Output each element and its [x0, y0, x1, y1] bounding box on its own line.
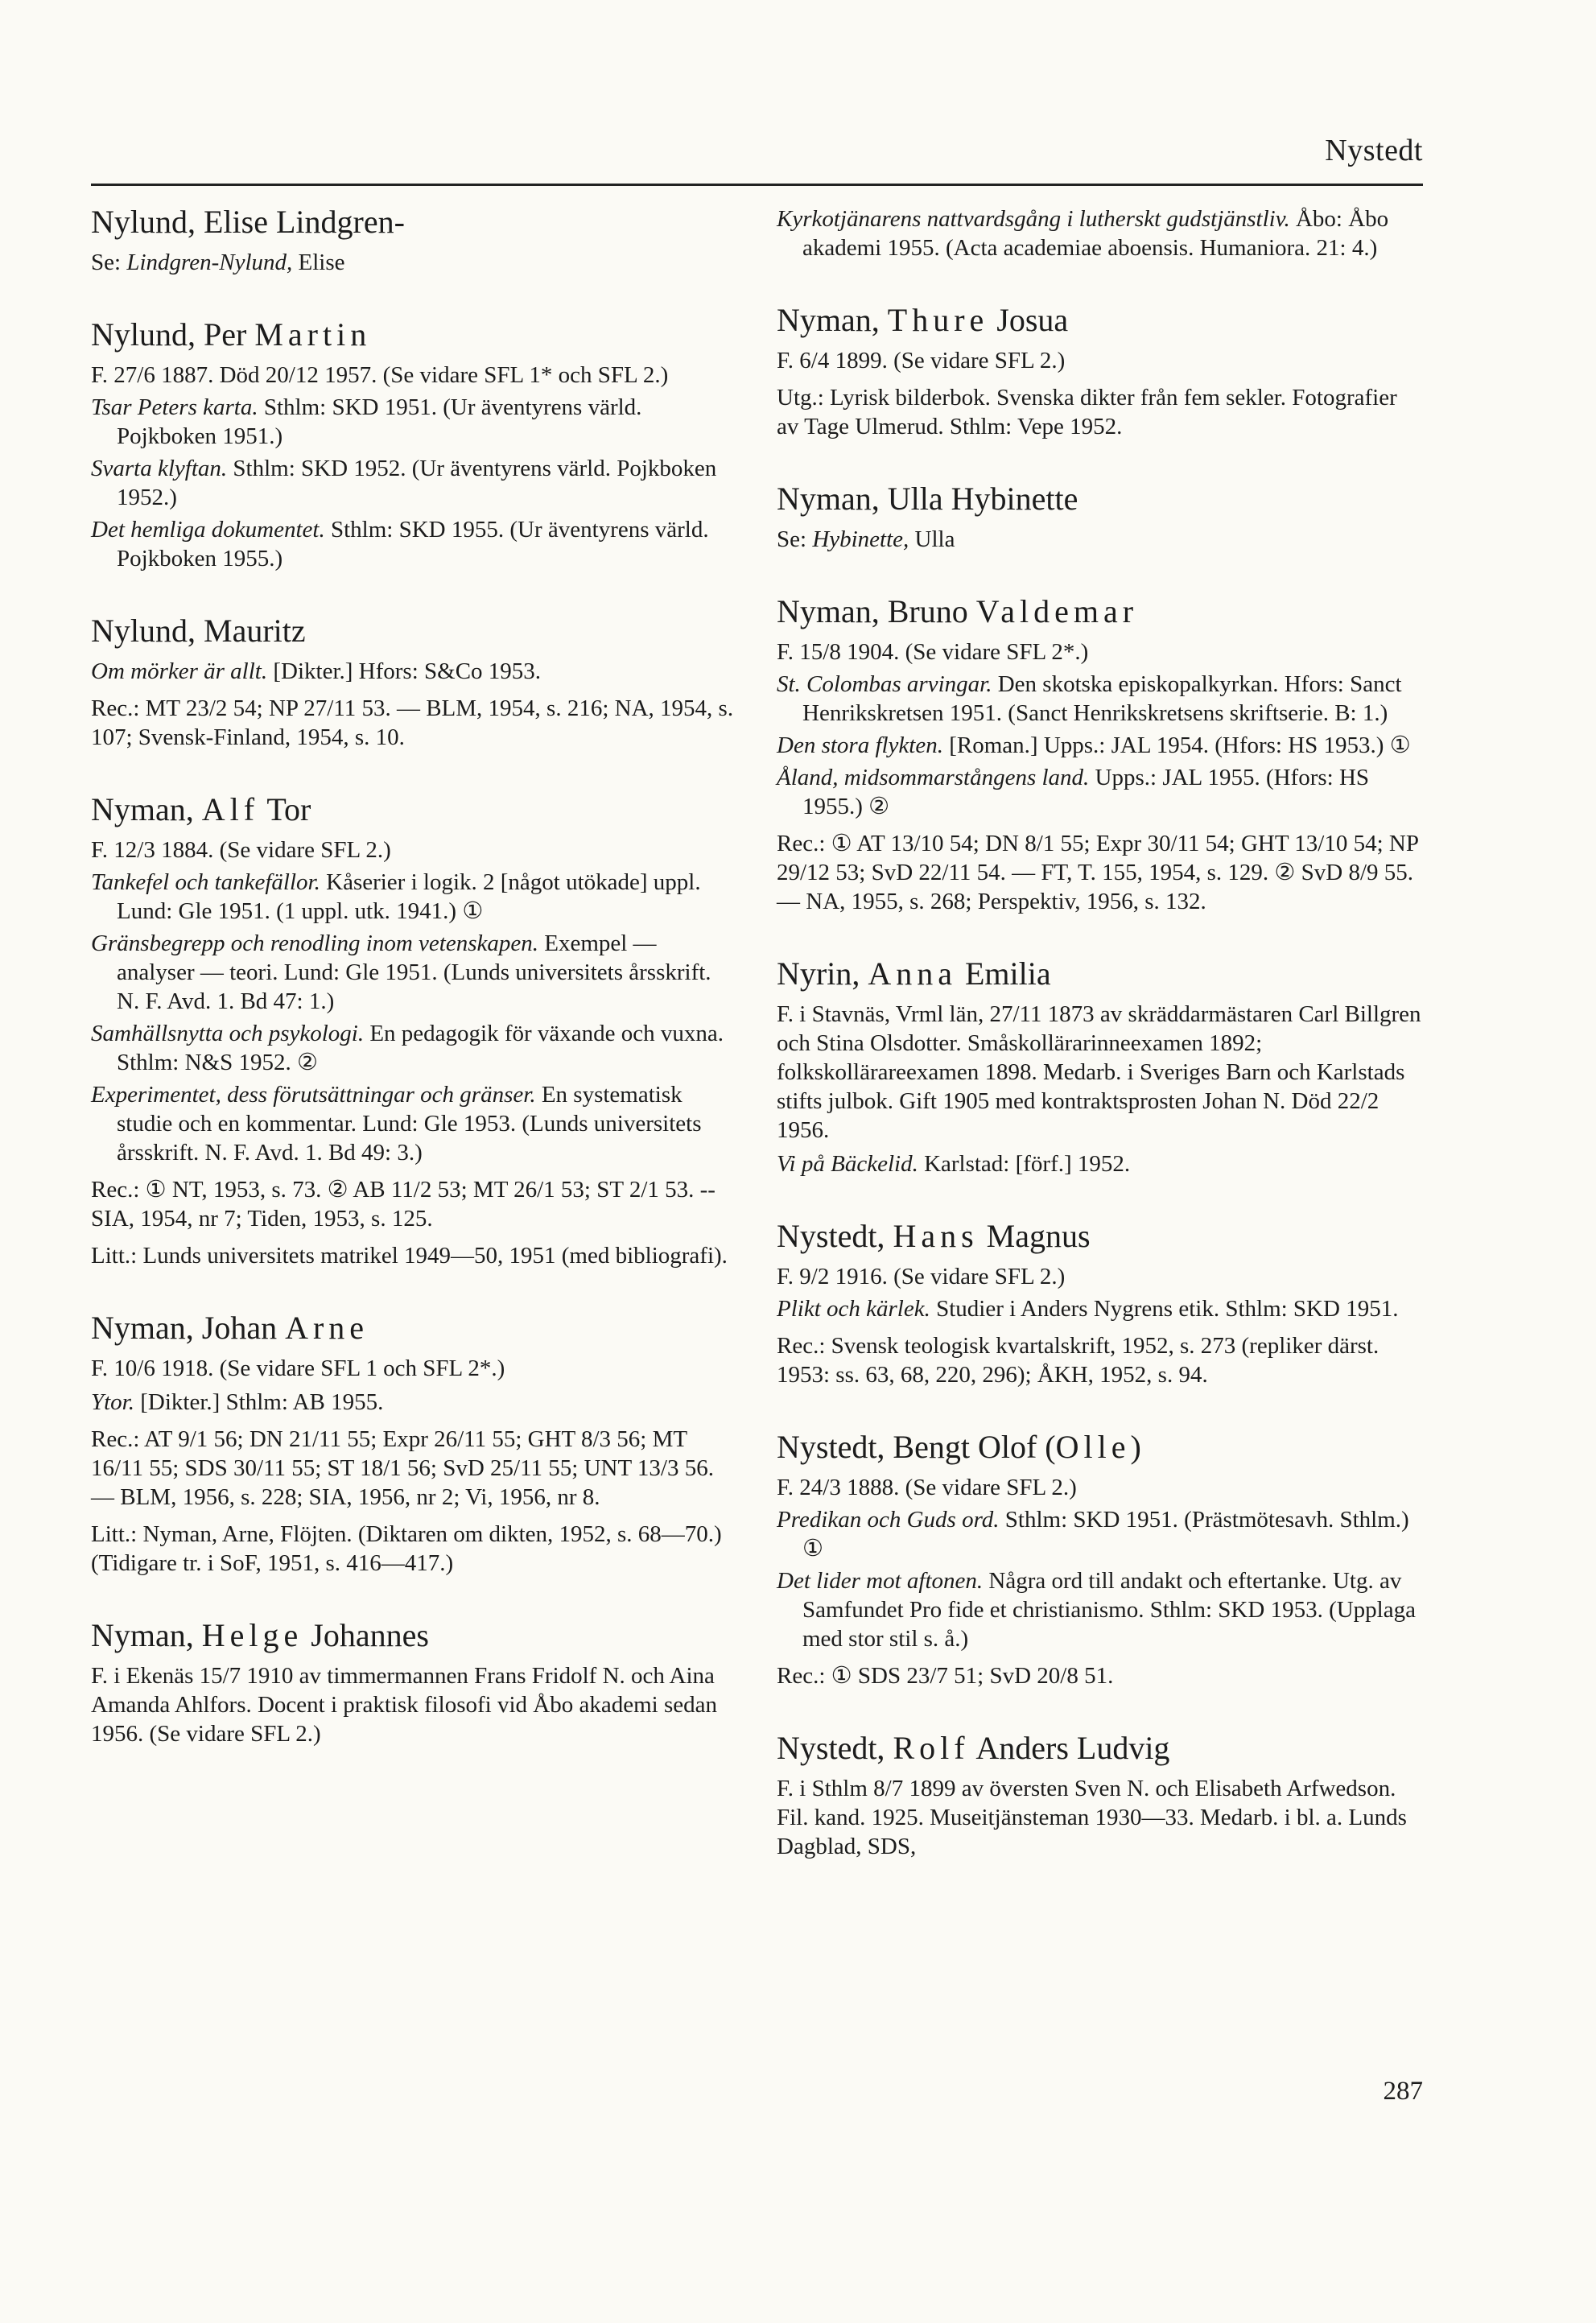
work-title: Experimentet, dess förutsättningar och gränser. [91, 1082, 536, 1108]
entry-text [91, 248, 735, 277]
bio-entry [777, 1727, 1423, 1861]
entry-heading [777, 1215, 1423, 1257]
text-run: Upps.: JAL 1955. (Hfors: HS 1955.) ② [802, 765, 1370, 819]
work-title: Plikt och kärlek. [777, 1296, 930, 1322]
work-citation [91, 1080, 735, 1167]
right-column [777, 201, 1423, 1898]
bio-entry [91, 201, 735, 277]
text-run: Den skotska episkopalkyrkan. Hfors: Sanct Henrikskretsen 1951. (Sanct Henrikskretsens skriftserie. B: 1.) [802, 671, 1402, 726]
bio-entry [91, 610, 735, 752]
work-title: Hybinette, [812, 526, 909, 552]
text-run: Utg.: Lyrisk bilderbok. Svenska dikter från fem sekler. Fotografier av Tage Ulmerud. Sthlm: Vepe 1952. [777, 385, 1397, 439]
review-note [91, 1175, 735, 1233]
work-title: Kyrkotjänarens nattvardsgång i lutherskt gudstjänstliv. [777, 206, 1290, 232]
text-run: F. i Sthlm 8/7 1899 av översten Sven N. och Elisabeth Arfwedson. Fil. kand. 1925. Museitjänsteman 1930—33. Medarb. i bl. a. Lunds Dagblad, SDS, [777, 1776, 1407, 1859]
text-run: F. 24/3 1888. (Se vidare SFL 2.) [777, 1475, 1077, 1500]
entry-text [91, 1354, 735, 1383]
text-run: [Dikter.] Hfors: S&Co 1953. [267, 658, 542, 684]
work-title: Predikan och Guds ord. [777, 1507, 1000, 1533]
text-run: Rec.: Svensk teologisk kvartalskrift, 1952, s. 273 (repliker därst. 1953: ss. 63, 68, 220, 296); ÅKH, 1952, s. 94. [777, 1333, 1379, 1388]
text-run: Sthlm: SKD 1952. (Ur äventyrens värld. Pojkboken 1952.) [117, 456, 717, 510]
entry-text [91, 1661, 735, 1748]
entry-heading [91, 610, 735, 652]
heading-spaced-name: Helge [201, 1617, 303, 1653]
bio-entry [91, 789, 735, 1270]
entry-heading [91, 1615, 735, 1657]
text-run: Kåserier i logik. 2 [något utökade] uppl. Lund: Gle 1951. (1 uppl. utk. 1941.) ① [117, 869, 701, 924]
heading-spaced-name: Anna [868, 955, 957, 992]
work-citation [777, 204, 1423, 262]
work-citation [91, 929, 735, 1016]
entry-heading [777, 299, 1423, 341]
entry-heading [91, 789, 735, 831]
heading-spaced-name: Martin [254, 316, 372, 353]
text-run: F. 15/8 1904. (Se vidare SFL 2*.) [777, 639, 1089, 665]
entry-text [777, 1149, 1423, 1178]
heading-name-rest: Emilia [956, 955, 1051, 992]
text-run: F. 12/3 1884. (Se vidare SFL 2.) [91, 837, 391, 863]
entry-heading [777, 953, 1423, 995]
heading-name: Nyman, Johan [91, 1310, 286, 1346]
bio-entry [777, 1426, 1423, 1690]
text-run: Rec.: ① AT 13/10 54; DN 8/1 55; Expr 30/11 54; GHT 13/10 54; NP 29/12 53; SvD 22/11 54. — FT, T. 155, 1954, s. 129. ② SvD 8/9 55. — NA, 1955, s. 268; Perspektiv, 1956, s. 132. [777, 831, 1418, 914]
work-title: Åland, midsommarstångens land. [777, 765, 1090, 790]
work-title: Tankefel och tankefällor. [91, 869, 320, 895]
text-run: Sthlm: SKD 1955. (Ur äventyrens värld. Pojkboken 1955.) [117, 517, 709, 571]
entry-text [777, 525, 1423, 554]
review-note [777, 829, 1423, 916]
heading-name: Nylund, Mauritz [91, 613, 306, 649]
bio-entry [777, 953, 1423, 1178]
entry-text [777, 1000, 1423, 1145]
text-run: Rec.: MT 23/2 54; NP 27/11 53. — BLM, 1954, s. 216; NA, 1954, s. 107; Svensk-Finland, 1954, s. 10. [91, 695, 734, 750]
left-column [91, 201, 735, 1785]
heading-name: Nystedt, Bengt Olof ( [777, 1429, 1056, 1465]
work-title: Lindgren-Nylund, [126, 250, 293, 275]
bio-entry [777, 478, 1423, 554]
text-run: Karlstad: [förf.] 1952. [918, 1151, 1131, 1177]
bio-entry [91, 1615, 735, 1748]
heading-name: Nyman, Bruno [777, 593, 976, 629]
entry-heading [91, 201, 735, 243]
entry-text [91, 361, 735, 390]
page-number: 287 [1383, 2077, 1423, 2106]
text-run: F. 10/6 1918. (Se vidare SFL 1 och SFL 2*.) [91, 1355, 505, 1381]
text-run: Exempel — analyser — teori. Lund: Gle 1951. (Lunds universitets årsskrift. N. F. Avd. 1. Bd 47: 1.) [117, 930, 711, 1014]
work-citation [777, 1294, 1423, 1323]
work-citation [91, 515, 735, 573]
heading-spaced-name: Alf [201, 791, 260, 827]
text-run: [Roman.] Upps.: JAL 1954. (Hfors: HS 1953.) ① [942, 732, 1411, 758]
work-title: Tsar Peters karta. [91, 394, 258, 420]
text-run: Litt.: Lunds universitets matrikel 1949—50, 1951 (med bibliografi). [91, 1243, 728, 1269]
entry-heading [91, 1307, 735, 1349]
work-citation [91, 868, 735, 926]
entry-text [777, 637, 1423, 666]
text-run: Se: [777, 526, 813, 552]
work-title: Svarta klyftan. [91, 456, 228, 481]
heading-name-rest: Anders Ludvig [969, 1730, 1170, 1766]
work-citation [777, 1505, 1423, 1563]
work-citation [91, 393, 735, 451]
entry-text [91, 1388, 735, 1417]
heading-name: Nyman, Ulla Hybinette [777, 481, 1078, 517]
work-title: Vi på Bäckelid. [777, 1151, 918, 1177]
text-run: En pedagogik för växande och vuxna. Sthlm: N&S 1952. ② [117, 1021, 724, 1075]
review-note [91, 1425, 735, 1512]
entry-text [777, 1262, 1423, 1291]
entry-heading [777, 591, 1423, 633]
heading-name: Nyman, [91, 1617, 202, 1653]
entry-text [91, 836, 735, 864]
text-run: Några ord till andakt och eftertanke. Utg. av Samfundet Pro fide et christianismo. Sthlm: SKD 1953. (Upplaga med stor stil s. å.) [802, 1568, 1416, 1652]
text-run: F. i Stavnäs, Vrml län, 27/11 1873 av skräddarmästaren Carl Billgren och Stina Olsdotter. Småskollärarinneexamen 1892; folkskollärareexamen 1898. Medarb. i Sveriges Barn och Karlstads stifts julbok. Gift 1905 med kontraktsprosten Johan N. Död 22/2 1956. [777, 1001, 1421, 1143]
heading-spaced-name: Olle [1055, 1429, 1131, 1465]
bio-entry [91, 314, 735, 573]
bio-entry [777, 1215, 1423, 1389]
heading-name-rest: Magnus [978, 1218, 1091, 1254]
text-run: Sthlm: SKD 1951. (Ur äventyrens värld. Pojkboken 1951.) [117, 394, 642, 449]
work-title: St. Colombas arvingar. [777, 671, 992, 697]
work-title: Om mörker är allt. [91, 658, 268, 684]
work-title: Samhällsnytta och psykologi. [91, 1021, 365, 1046]
review-note [777, 383, 1423, 441]
heading-name-rest: Josua [988, 302, 1069, 338]
text-run: En systematisk studie och en kommentar. Lund: Gle 1953. (Lunds universitets årsskrift. N. F. Avd. 1. Bd 49: 3.) [117, 1082, 702, 1166]
work-citation [777, 731, 1423, 760]
text-run: Litt.: Nyman, Arne, Flöjten. (Diktaren om dikten, 1952, s. 68—70.) (Tidigare tr. i SoF, 1951, s. 416—417.) [91, 1521, 722, 1576]
work-citation [91, 1019, 735, 1077]
text-run: Se: [91, 250, 127, 275]
entry-text [777, 346, 1423, 375]
entry-text [91, 657, 735, 686]
text-run: Studier i Anders Nygrens etik. Sthlm: SKD 1951. [930, 1296, 1399, 1322]
heading-spaced-name: Rolf [893, 1730, 970, 1766]
header-rule [91, 184, 1423, 186]
heading-name: Nyman, [777, 302, 888, 338]
text-run: Rec.: AT 9/1 56; DN 21/11 55; Expr 26/11 55; GHT 8/3 56; MT 16/11 55; SDS 30/11 55; ST 18/1 56; SvD 25/11 55; UNT 13/3 56. — BLM, 1956, s. 228; SIA, 1956, nr 2; Vi, 1956, nr 8. [91, 1426, 714, 1510]
text-run: [Dikter.] Sthlm: AB 1955. [134, 1389, 384, 1415]
review-note [777, 1331, 1423, 1389]
entry-text [777, 1774, 1423, 1861]
review-note [91, 694, 735, 752]
text-run: Åbo: Åbo akademi 1955. (Acta academiae aboensis. Humaniora. 21: 4.) [802, 206, 1389, 261]
work-citation [777, 1566, 1423, 1653]
heading-name: Nyrin, [777, 955, 868, 992]
text-run: F. 27/6 1887. Död 20/12 1957. (Se vidare SFL 1* och SFL 2.) [91, 362, 669, 388]
entry-heading [777, 478, 1423, 520]
heading-name: Nyman, [91, 791, 202, 827]
work-citation [777, 763, 1423, 821]
heading-name: Nystedt, [777, 1218, 893, 1254]
heading-spaced-name: Hans [893, 1218, 979, 1254]
entry-heading [91, 314, 735, 356]
running-head: Nystedt [1325, 134, 1423, 167]
review-note [91, 1520, 735, 1578]
text-run: Rec.: ① SDS 23/7 51; SvD 20/8 51. [777, 1663, 1114, 1689]
bio-entry [777, 299, 1423, 441]
heading-name-rest: Johannes [303, 1617, 429, 1653]
heading-name-rest: ) [1130, 1429, 1141, 1465]
heading-name: Nylund, Per [91, 316, 255, 353]
bio-entry [91, 1307, 735, 1578]
work-title: Det lider mot aftonen. [777, 1568, 984, 1594]
text-run: F. i Ekenäs 15/7 1910 av timmermannen Frans Fridolf N. och Aina Amanda Ahlfors. Docent i praktisk filosofi vid Åbo akademi sedan 1956. (Se vidare SFL 2.) [91, 1663, 718, 1747]
review-note [91, 1241, 735, 1270]
heading-spaced-name: Thure [887, 302, 989, 338]
entry-text [777, 1473, 1423, 1502]
work-title: Gränsbegrepp och renodling inom vetenskapen. [91, 930, 538, 956]
bio-entry [777, 591, 1423, 916]
entry-heading [777, 1426, 1423, 1468]
heading-spaced-name: Valdemar [975, 593, 1139, 629]
heading-name-rest: Tor [259, 791, 311, 827]
heading-name: Nylund, Elise Lindgren- [91, 204, 405, 240]
work-title: Den stora flykten. [777, 732, 943, 758]
work-title: Det hemliga dokumentet. [91, 517, 325, 543]
entry-heading [777, 1727, 1423, 1769]
review-note [777, 1661, 1423, 1690]
text-run: F. 6/4 1899. (Se vidare SFL 2.) [777, 348, 1066, 373]
text-run: Elise [292, 250, 345, 275]
work-citation [91, 454, 735, 512]
heading-spaced-name: Arne [285, 1310, 369, 1346]
text-run: Sthlm: SKD 1951. (Prästmötesavh. Sthlm.) ① [802, 1507, 1409, 1562]
text-run: Rec.: ① NT, 1953, s. 73. ② AB 11/2 53; MT 26/1 53; ST 2/1 53. -- SIA, 1954, nr 7; Tiden, 1953, s. 125. [91, 1177, 716, 1232]
text-run: F. 9/2 1916. (Se vidare SFL 2.) [777, 1264, 1066, 1289]
work-citation [777, 670, 1423, 728]
heading-name: Nystedt, [777, 1730, 893, 1766]
work-title: Ytor. [91, 1389, 135, 1415]
bio-entry [777, 204, 1423, 262]
text-run: Ulla [909, 526, 955, 552]
